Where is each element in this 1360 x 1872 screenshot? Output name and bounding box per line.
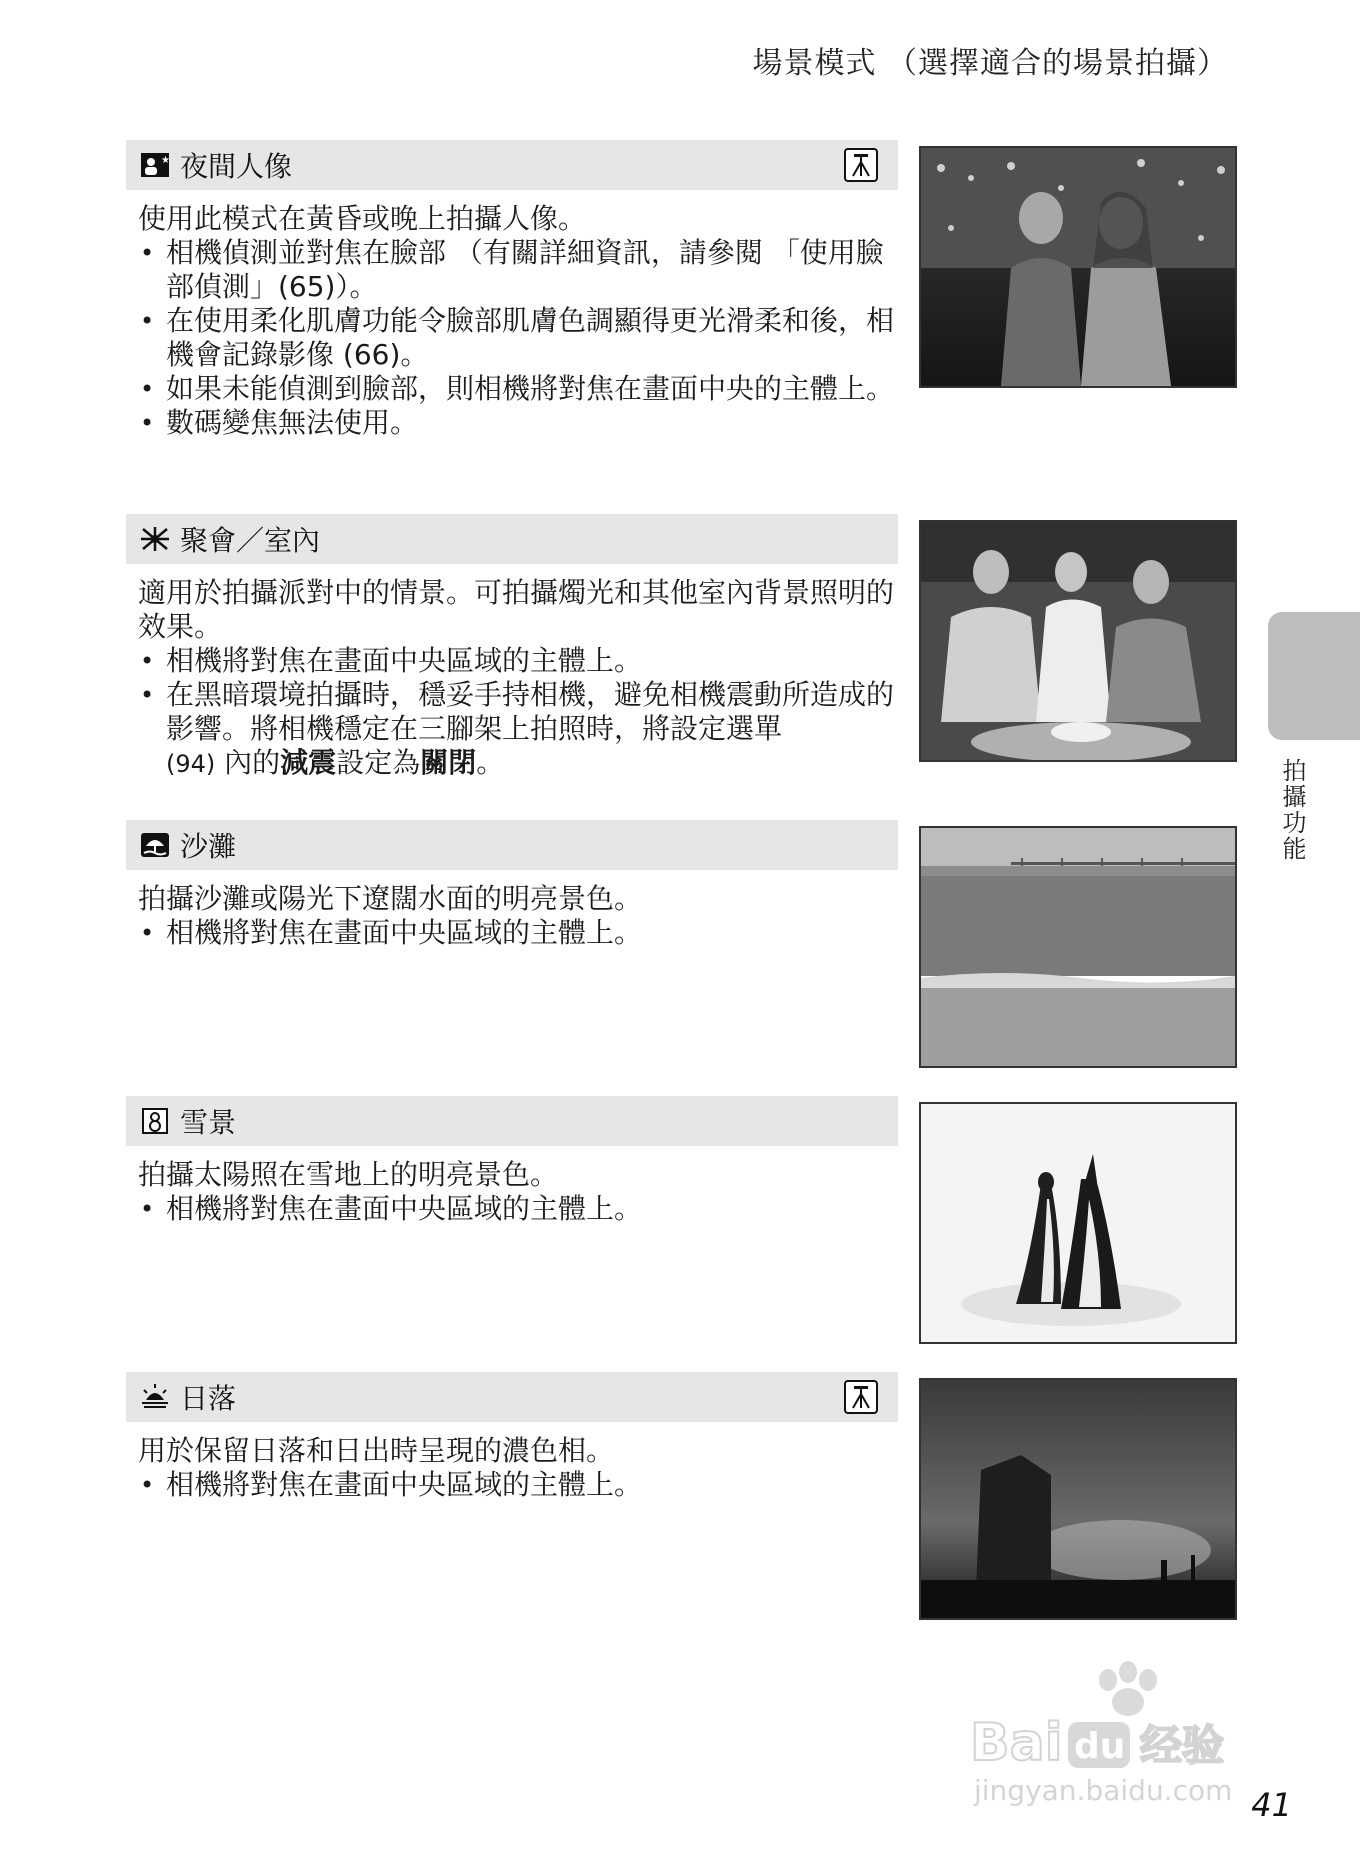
snow-icon — [138, 1106, 172, 1136]
tripod-icon — [844, 148, 878, 182]
svg-text:jingyan.baidu.com: jingyan.baidu.com — [974, 1774, 1233, 1807]
night-portrait-icon — [138, 150, 172, 180]
section-description: 用於保留日落和日出時呈現的濃色相。 — [138, 1434, 615, 1467]
section-title: 聚會／室內 — [180, 524, 321, 557]
list-item: • 如果未能偵測到臉部，則相機將對焦在畫面中央的主體上。 — [138, 372, 898, 406]
list-item: • 相機將對焦在畫面中央區域的主體上。 — [138, 1468, 898, 1502]
section-snow — [126, 1096, 898, 1226]
list-item: • 在使用柔化肌膚功能令臉部肌膚色調顯得更光滑柔和後，相機會記錄影像 (66)。 — [138, 304, 898, 372]
section-title: 夜間人像 — [180, 150, 293, 183]
section-title: 沙灘 — [180, 830, 237, 863]
night-portrait-photo — [919, 146, 1237, 388]
list-item: • 在黑暗環境拍攝時，穩妥手持相機，避免相機震動所造成的影響。將相機穩定在三腳架上拍照時，將設定選單 (94) 內的減震設定為關閉。 — [138, 678, 898, 781]
page-reference: (94) — [166, 750, 216, 778]
snow-photo — [919, 1102, 1237, 1344]
svg-text:经验: 经验 — [1140, 1721, 1225, 1770]
section-beach — [126, 820, 898, 950]
list-item: • 數碼變焦無法使用。 — [138, 406, 898, 440]
section-description: 拍攝太陽照在雪地上的明亮景色。 — [138, 1158, 559, 1191]
section-description: 適用於拍攝派對中的情景。可拍攝燭光和其他室內背景照明的效果。 — [138, 576, 895, 643]
menu-term: 減震 — [280, 746, 337, 779]
section-header — [126, 820, 898, 870]
list-item: • 相機偵測並對焦在臉部 （有關詳細資訊，請參閱 「使用臉部偵測」(65)）。 — [138, 236, 898, 304]
beach-icon — [138, 830, 172, 860]
sunset-icon — [138, 1382, 172, 1412]
section-title: 日落 — [180, 1382, 237, 1415]
svg-text:★: ★ — [161, 155, 170, 166]
section-header — [126, 140, 898, 190]
party-indoor-icon — [138, 524, 172, 554]
party-indoor-photo — [919, 520, 1237, 762]
page-number: 41 — [1251, 1786, 1292, 1824]
section-header — [126, 1372, 898, 1422]
section-header — [126, 514, 898, 564]
section-description: 使用此模式在黃昏或晚上拍攝人像。 — [138, 202, 587, 235]
menu-term: 關閉 — [420, 746, 477, 779]
sunset-photo — [919, 1378, 1237, 1620]
section-night-portrait — [126, 140, 898, 440]
chapter-label: 拍攝功能 — [1278, 758, 1306, 862]
tripod-icon — [844, 1380, 878, 1414]
beach-photo — [919, 826, 1237, 1068]
list-item: • 相機將對焦在畫面中央區域的主體上。 — [138, 1192, 898, 1226]
chapter-tab — [1268, 612, 1360, 740]
section-description: 拍攝沙灘或陽光下遼闊水面的明亮景色。 — [138, 882, 643, 915]
section-title: 雪景 — [180, 1106, 237, 1139]
section-sunset — [126, 1372, 898, 1502]
section-party-indoor — [126, 514, 898, 781]
list-item: • 相機將對焦在畫面中央區域的主體上。 — [138, 916, 898, 950]
baidu-watermark — [960, 1650, 1280, 1810]
list-item: • 相機將對焦在畫面中央區域的主體上。 — [138, 644, 898, 678]
svg-text:Bai: Bai — [970, 1713, 1063, 1773]
page-title: 場景模式 （選擇適合的場景拍攝） — [752, 46, 1228, 81]
section-header — [126, 1096, 898, 1146]
svg-text:du: du — [1074, 1726, 1126, 1767]
